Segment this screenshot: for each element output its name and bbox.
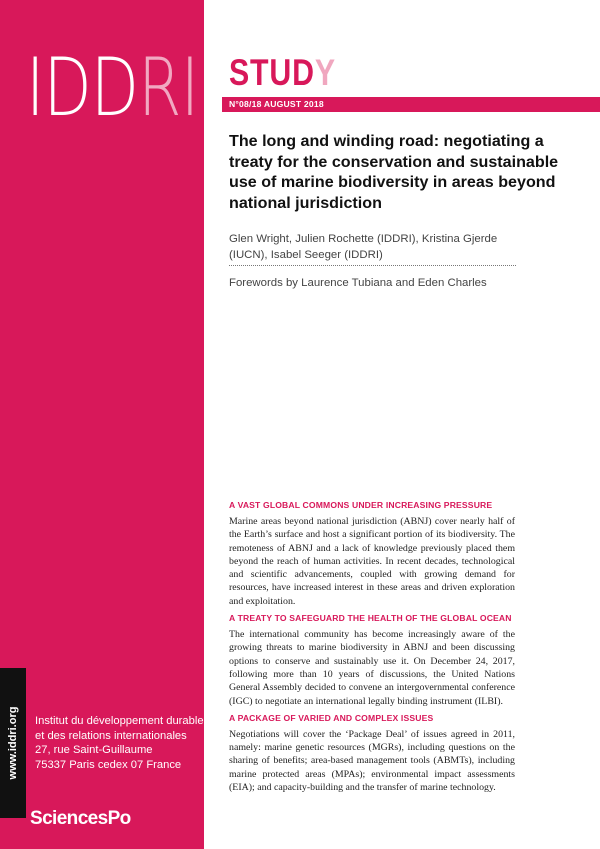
- address-line: Institut du développement durable: [35, 715, 204, 727]
- summary-section: [229, 613, 515, 708]
- study-faded: Y: [314, 52, 336, 93]
- institute-address: [35, 714, 204, 772]
- summary-section: [229, 713, 515, 794]
- website-link[interactable]: www.iddri.org: [7, 706, 19, 780]
- logo-main-text: IDD: [26, 41, 139, 134]
- document-title: The long and winding road: negotiating a treaty for the conservation and sustainable use of marine biodiversity in areas beyond national jurisdiction: [229, 132, 559, 212]
- section-heading: A PACKAGE OF VARIED AND COMPLEX ISSUES: [229, 712, 434, 723]
- section-body: Marine areas beyond national jurisdiction (ABNJ) cover nearly half of the Earth’s surface and host a significant portion of its biodiversity. The remoteness of ABNJ and a lack of knowledge previously placed them beyond the reach of human activities. In recent decades, technological and scientific advancements, coupled with growing demand for resources, have increased interest in these areas and driven exploration and exploitation.: [229, 516, 515, 607]
- logo-faded-text: RI: [138, 41, 199, 134]
- issue-number: N°08/18 AUGUST 2018: [229, 99, 324, 109]
- address-line: et des relations internationales: [35, 729, 187, 742]
- issue-bar: [222, 97, 600, 112]
- iddri-logo: [26, 41, 199, 134]
- section-body: Negotiations will cover the ‘Package Deal’ of issues agreed in 2011, namely: marine genetic resources (MGRs), including questions on the sharing of benefits; area-based management tools (ABMTs), including marine protected areas (MPAs); environmental impact assessments (EIA); and capacity-building and the transfer of marine technology.: [229, 728, 515, 794]
- section-heading: A TREATY TO SAFEGUARD THE HEALTH OF THE GLOBAL OCEAN: [229, 613, 512, 624]
- summary-section: [229, 500, 515, 608]
- summary-sections: [229, 500, 515, 799]
- address-line: 27, rue Saint-Guillaume: [35, 744, 153, 756]
- document-type-label: [229, 54, 336, 91]
- address-line: 75337 Paris cedex 07 France: [35, 758, 182, 771]
- section-heading: A VAST GLOBAL COMMONS UNDER INCREASING PRESSURE: [229, 500, 493, 510]
- divider: [229, 265, 516, 266]
- study-main: STUD: [229, 52, 315, 93]
- sciencespo-logo: SciencesPo: [30, 808, 131, 829]
- brand-sidebar: [0, 0, 204, 849]
- document-authors: Glen Wright, Julien Rochette (IDDRI), Kristina Gjerde (IUCN), Isabel Seeger (IDDRI): [229, 233, 498, 261]
- section-body: The international community has become increasingly aware of the growing threats to marine biodiversity in ABNJ and been discussing options to conserve and sustainably use it. On December 24, 2017, following more than 10 years of discussions, the United Nations General Assembly decided to convene an intergovernmental conference (IGC) to negotiate an international legally binding instrument (ILBI).: [229, 629, 515, 707]
- document-forewords: Forewords by Laurence Tubiana and Eden Charles: [229, 277, 487, 289]
